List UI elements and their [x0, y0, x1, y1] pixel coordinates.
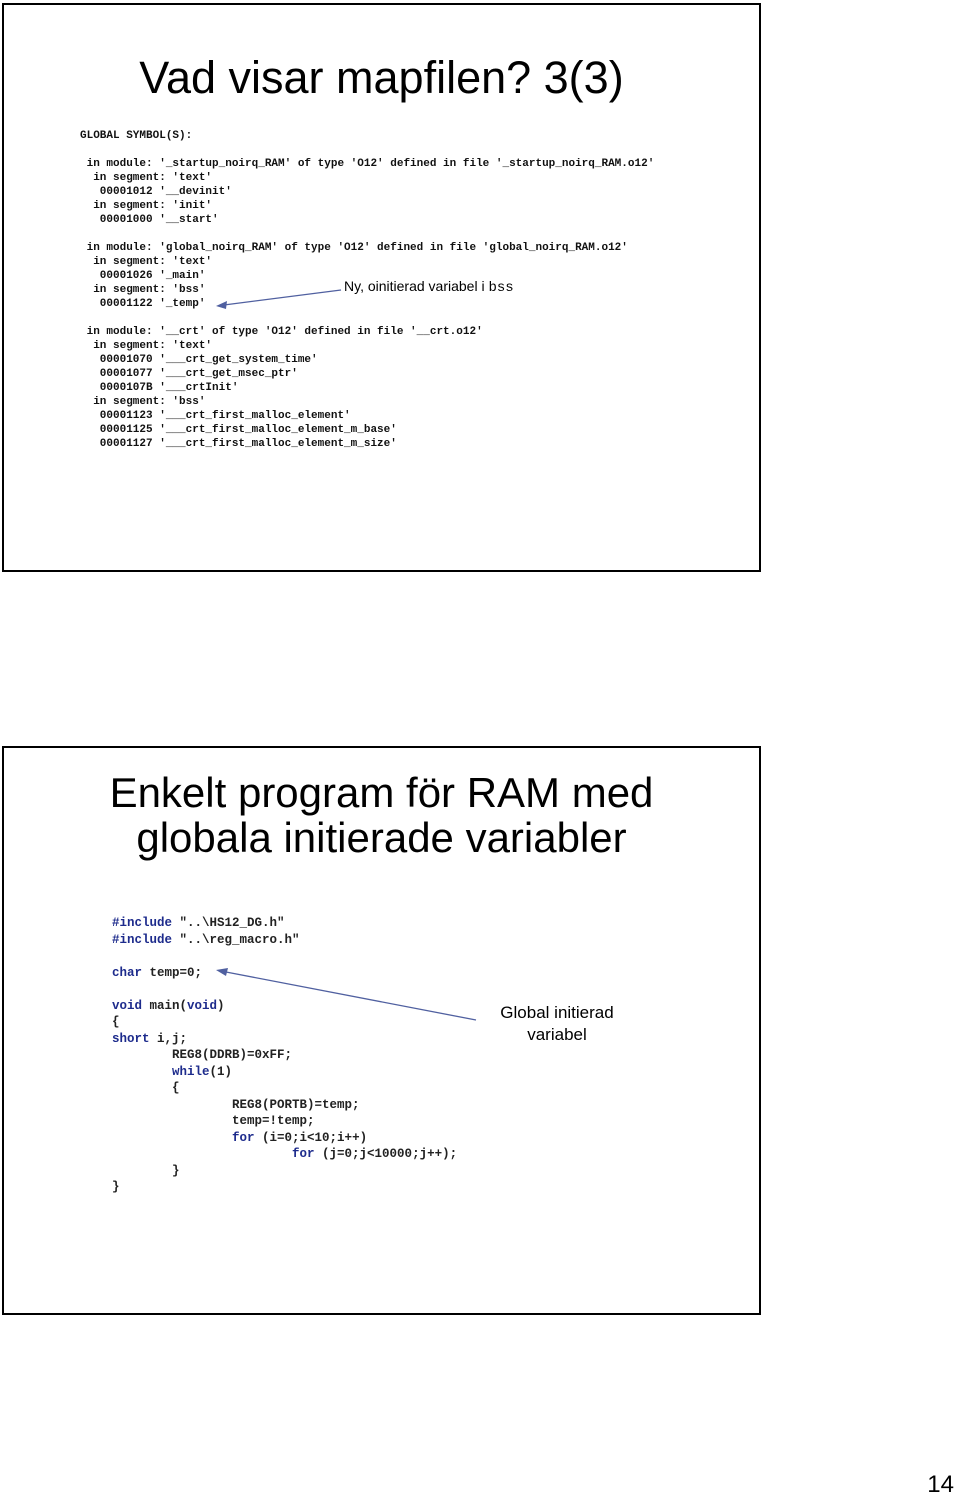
slide-1-title: Vad visar mapfilen? 3(3): [139, 52, 624, 103]
map-line: in segment: 'init': [80, 200, 213, 212]
map-line: 00001070 '___crt_get_system_time': [80, 354, 318, 366]
map-line: in segment: 'text': [80, 256, 213, 268]
map-line: in module: '_startup_noirq_RAM' of type 'O12' defined in file '_startup_noirq_RAM.o12': [80, 158, 655, 170]
slide-2: [2, 746, 761, 1315]
code-line: char temp=0;: [112, 965, 203, 980]
map-line: in segment: 'bss': [80, 396, 206, 408]
map-line: 00001012 '__devinit': [80, 186, 232, 198]
code-line: #include "..\reg_macro.h": [112, 932, 300, 947]
code-line: void main(void): [112, 998, 225, 1013]
code-line: REG8(PORTB)=temp;: [112, 1097, 360, 1112]
code-line: #include "..\HS12_DG.h": [112, 916, 285, 930]
code-line: REG8(DDRB)=0xFF;: [112, 1048, 293, 1062]
code-line: }: [112, 1180, 120, 1194]
map-line: 0000107B '___crtInit': [80, 382, 239, 394]
code-line: {: [112, 1081, 180, 1095]
map-line: 00001000 '__start': [80, 214, 219, 226]
slide-1: [2, 3, 761, 572]
code-line: short i,j;: [112, 1031, 188, 1046]
map-line: GLOBAL SYMBOL(S):: [80, 130, 193, 142]
annotation-arrow-2: [4, 748, 763, 1317]
code-line: temp=!temp;: [112, 1114, 315, 1128]
slide-2-title-line-2: globala initierade variabler: [136, 814, 627, 861]
map-line: in segment: 'bss': [80, 284, 206, 296]
map-line: in segment: 'text': [80, 172, 213, 184]
annotation-code: bss: [488, 280, 514, 296]
map-line: 00001122 '_temp': [80, 298, 206, 310]
code-line: {: [112, 1015, 120, 1029]
code-line: for (i=0;i<10;i++): [232, 1130, 368, 1145]
annotation-initialized-variable: [482, 1002, 632, 1046]
map-line: in module: 'global_noirq_RAM' of type 'O12' defined in file 'global_noirq_RAM.o12': [80, 242, 628, 254]
annotation-line-2: variabel: [527, 1025, 587, 1044]
page-number: 14: [927, 1471, 954, 1498]
annotation-text: Ny, oinitierad variabel i: [344, 278, 485, 294]
map-line: in module: '__crt' of type 'O12' defined in file '__crt.o12': [80, 326, 483, 338]
map-line: in segment: 'text': [80, 340, 213, 352]
map-line: 00001077 '___crt_get_msec_ptr': [80, 368, 298, 380]
annotation-uninitialized-variable: [344, 277, 514, 297]
code-line: }: [112, 1163, 180, 1178]
slide-2-title-line-1: Enkelt program för RAM med: [109, 769, 654, 816]
annotation-line-1: Global initierad: [500, 1003, 614, 1022]
code-line: for (j=0;j<10000;j++);: [292, 1147, 458, 1161]
code-line: while(1): [172, 1064, 233, 1079]
map-line: 00001125 '___crt_first_malloc_element_m_base': [80, 424, 397, 436]
map-line: 00001123 '___crt_first_malloc_element': [80, 410, 351, 422]
map-line: 00001127 '___crt_first_malloc_element_m_size': [80, 438, 397, 450]
map-line: 00001026 '_main': [80, 270, 206, 282]
